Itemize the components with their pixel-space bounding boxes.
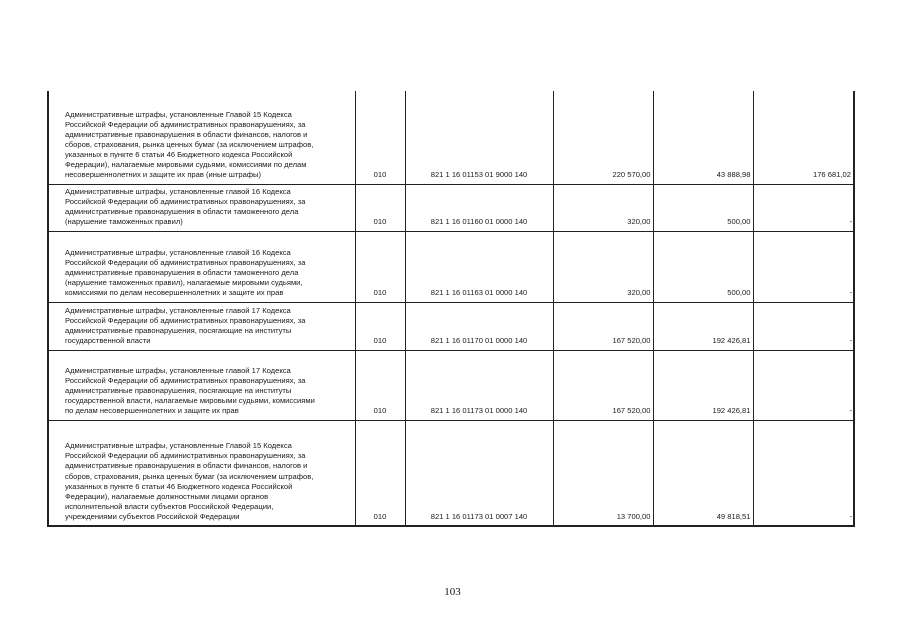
row-name-cell [48,231,355,302]
approved-amount-cell: 320,00 [553,231,653,302]
row-name-line: Административные штрафы, установленные Главой 15 Кодекса [65,109,292,119]
row-name-line: комиссиями по делам несовершеннолетних и защите их прав [65,288,284,298]
table-body [48,91,854,526]
kbk-cell: 821 1 16 01170 01 0000 140 [405,302,553,350]
row-name-line: Российской Федерации об административных правонарушениях, за [65,197,306,207]
row-name-line: Российской Федерации об административных правонарушениях, за [65,451,306,461]
line-code-cell: 010 [355,350,405,420]
line-code-cell: 010 [355,91,405,184]
approved-amount-cell: 13 700,00 [553,420,653,526]
line-code-cell: 010 [355,302,405,350]
table-row [48,350,854,420]
row-name-line: исполнительной власти субъектов Российской Федерации, [65,501,274,511]
unexecuted-amount-cell: - [753,184,854,231]
row-name-line: (нарушение таможенных правил) [65,217,183,227]
executed-amount-cell: 192 426,81 [653,302,753,350]
row-name-line: административные правонарушения в области финансов, налогов и [65,461,308,471]
row-name-line: государственной власти, налагаемые мировыми судьями, комиссиями [65,396,315,406]
unexecuted-amount-cell: 176 681,02 [753,91,854,184]
kbk-cell: 821 1 16 01160 01 0000 140 [405,184,553,231]
row-name-line: сборов, страхования, рынка ценных бумаг (за исключением штрафов, [65,140,314,150]
executed-amount-cell: 43 888,98 [653,91,753,184]
table-row [48,184,854,231]
unexecuted-amount-cell: - [753,231,854,302]
approved-amount-cell: 320,00 [553,184,653,231]
row-name-line: государственной власти [65,336,151,346]
row-name-cell [48,91,355,184]
row-name-line: указанных в пункте 6 статьи 46 Бюджетного кодекса Российской [65,481,293,491]
executed-amount-cell: 500,00 [653,184,753,231]
row-name-line: Российской Федерации об административных правонарушениях, за [65,119,306,129]
row-name-cell [48,184,355,231]
kbk-cell: 821 1 16 01173 01 0000 140 [405,350,553,420]
row-name-line: сборов, страхования, рынка ценных бумаг (за исключением штрафов, [65,471,314,481]
unexecuted-amount-cell: - [753,302,854,350]
row-name-line: несовершеннолетних и защите их прав (иные штрафы) [65,170,262,180]
row-name-line: Административные штрафы, установленные главой 16 Кодекса [65,187,291,197]
row-name-line: административные правонарушения, посягающие на институты [65,326,292,336]
row-name-line: Федерации), налагаемые мировыми судьями, комиссиями по делам [65,160,307,170]
row-name-line: Административные штрафы, установленные главой 17 Кодекса [65,306,291,316]
approved-amount-cell: 167 520,00 [553,302,653,350]
approved-amount-cell: 220 570,00 [553,91,653,184]
row-name-cell [48,420,355,526]
row-name-cell [48,350,355,420]
row-name-line: Российской Федерации об административных правонарушениях, за [65,316,306,326]
row-name-line: административные правонарушения в области таможенного дела [65,207,299,217]
line-code-cell: 010 [355,420,405,526]
executed-amount-cell: 500,00 [653,231,753,302]
row-name-line: (нарушение таможенных правил), налагаемые мировыми судьями, [65,278,303,288]
table-row [48,420,854,526]
kbk-cell: 821 1 16 01173 01 0007 140 [405,420,553,526]
row-name-cell [48,302,355,350]
row-name-line: Административные штрафы, установленные Главой 15 Кодекса [65,441,292,451]
line-code-cell: 010 [355,231,405,302]
unexecuted-amount-cell: - [753,350,854,420]
executed-amount-cell: 192 426,81 [653,350,753,420]
unexecuted-amount-cell: - [753,420,854,526]
row-name-line: административные правонарушения в области финансов, налогов и [65,130,308,140]
kbk-cell: 821 1 16 01163 01 0000 140 [405,231,553,302]
table-row [48,91,854,184]
row-name-line: административные правонарушения, посягающие на институты [65,386,292,396]
row-name-line: Административные штрафы, установленные главой 17 Кодекса [65,366,291,376]
row-name-line: учреждениями субъектов Российской Федерации [65,511,240,521]
row-name-line: административные правонарушения в области таможенного дела [65,268,299,278]
row-name-line: указанных в пункте 6 статьи 46 Бюджетного кодекса Российской [65,150,293,160]
table-row [48,231,854,302]
kbk-cell: 821 1 16 01153 01 9000 140 [405,91,553,184]
row-name-line: Российской Федерации об административных правонарушениях, за [65,376,306,386]
approved-amount-cell: 167 520,00 [553,350,653,420]
page-number: 103 [444,586,461,598]
row-name-line: по делам несовершеннолетних и защите их прав [65,406,239,416]
row-name-line: Федерации), налагаемые должностными лицами органов [65,491,269,501]
line-code-cell: 010 [355,184,405,231]
table-row [48,302,854,350]
row-name-line: Российской Федерации об административных правонарушениях, за [65,258,306,268]
executed-amount-cell: 49 818,51 [653,420,753,526]
row-name-line: Административные штрафы, установленные главой 16 Кодекса [65,248,291,258]
revenue-table [47,91,855,527]
